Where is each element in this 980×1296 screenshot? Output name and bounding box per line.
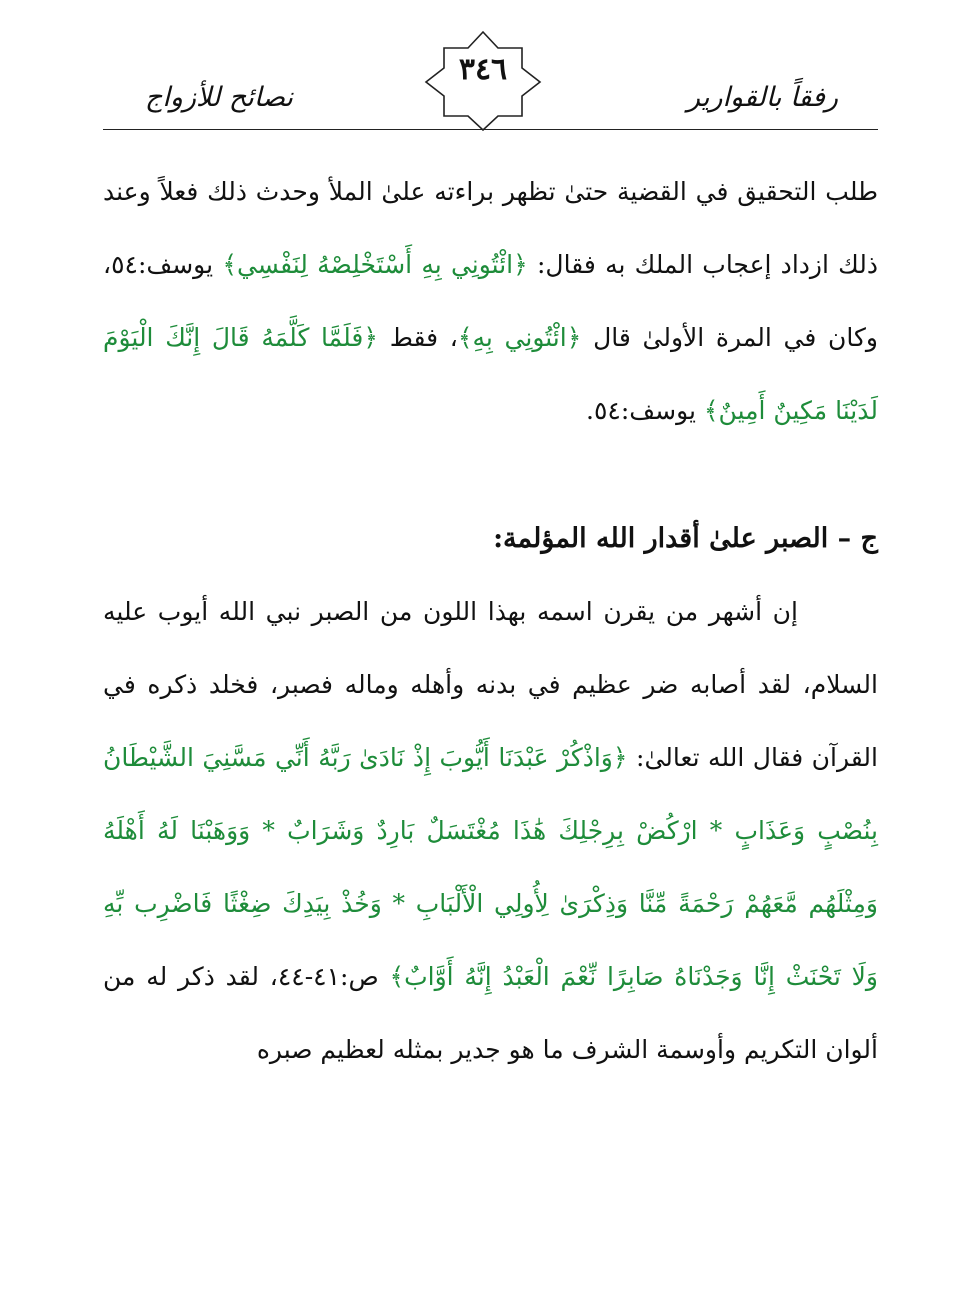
text-run: ص:٤١-٤٤، لقد ذكر له من ألوان التكريم وأوسمة الشرف ما هو جدير بمثله لعظيم صبره — [103, 962, 878, 1064]
quran-verse: ﴿ائْتُونِي بِهِ أَسْتَخْلِصْهُ لِنَفْسِي﴾ — [222, 250, 528, 279]
text-run: يوسف:٥٤، وكان في المرة الأولىٰ قال — [103, 250, 878, 352]
page-content — [103, 155, 878, 1086]
section-spacer — [103, 447, 878, 502]
page-header — [103, 30, 878, 130]
quran-verse: ﴿وَاذْكُرْ عَبْدَنَا أَيُّوبَ إِذْ نَادَىٰ رَبَّهُ أَنِّي مَسَّنِيَ الشَّيْطَانُ بِنُصْبٍ وَعَذَابٍ * ارْكُضْ بِرِجْلِكَ هَٰذَا مُغْتَسَلٌ بَارِدٌ وَشَرَابٌ * وَوَهَبْنَا لَهُ أَهْلَهُ وَمِثْلَهُم مَّعَهُمْ رَحْمَةً مِّنَّا وَذِكْرَىٰ لِأُولِي الْأَلْبَابِ * وَخُذْ بِيَدِكَ ضِغْثًا فَاضْرِب بِّهِ وَلَا تَحْنَثْ إِنَّا وَجَدْنَاهُ صَابِرًا نِّعْمَ الْعَبْدُ إِنَّهُ أَوَّابٌ﴾ — [103, 743, 878, 991]
section-heading: ج – الصبر علىٰ أقدار الله المؤلمة: — [493, 523, 878, 554]
quran-verse: ﴿ائْتُونِي بِهِ﴾ — [457, 323, 582, 352]
text-run: طلب التحقيق في القضية حتىٰ تظهر براءته علىٰ الملأ وحدث ذلك فعلاً وعند ذلك ازداد إعجاب الملك به فقال: — [103, 177, 878, 279]
quran-verse: ﴿فَلَمَّا كَلَّمَهُ قَالَ إِنَّكَ الْيَوْمَ لَدَيْنَا مَكِينٌ أَمِينٌ﴾ — [103, 323, 878, 425]
text-run: إن أشهر من يقرن اسمه بهذا اللون من الصبر نبي الله أيوب عليه السلام، لقد أصابه ضر عظيم في بدنه وأهله وماله فصبر، فخلد ذكره في القرآن فقال الله تعالىٰ: — [103, 597, 878, 772]
text-run: يوسف:٥٤. — [586, 396, 704, 425]
page-number-badge — [424, 30, 542, 132]
chapter-title: نصائح للأزواج — [145, 82, 294, 113]
book-title: رفقاً بالقوارير — [687, 82, 838, 113]
header-divider — [103, 129, 878, 130]
paragraph-ayyub — [103, 575, 878, 1086]
paragraph-yusuf — [103, 155, 878, 447]
page-number: ٣٤٦ — [458, 52, 508, 87]
text-run: ، فقط — [378, 323, 458, 352]
